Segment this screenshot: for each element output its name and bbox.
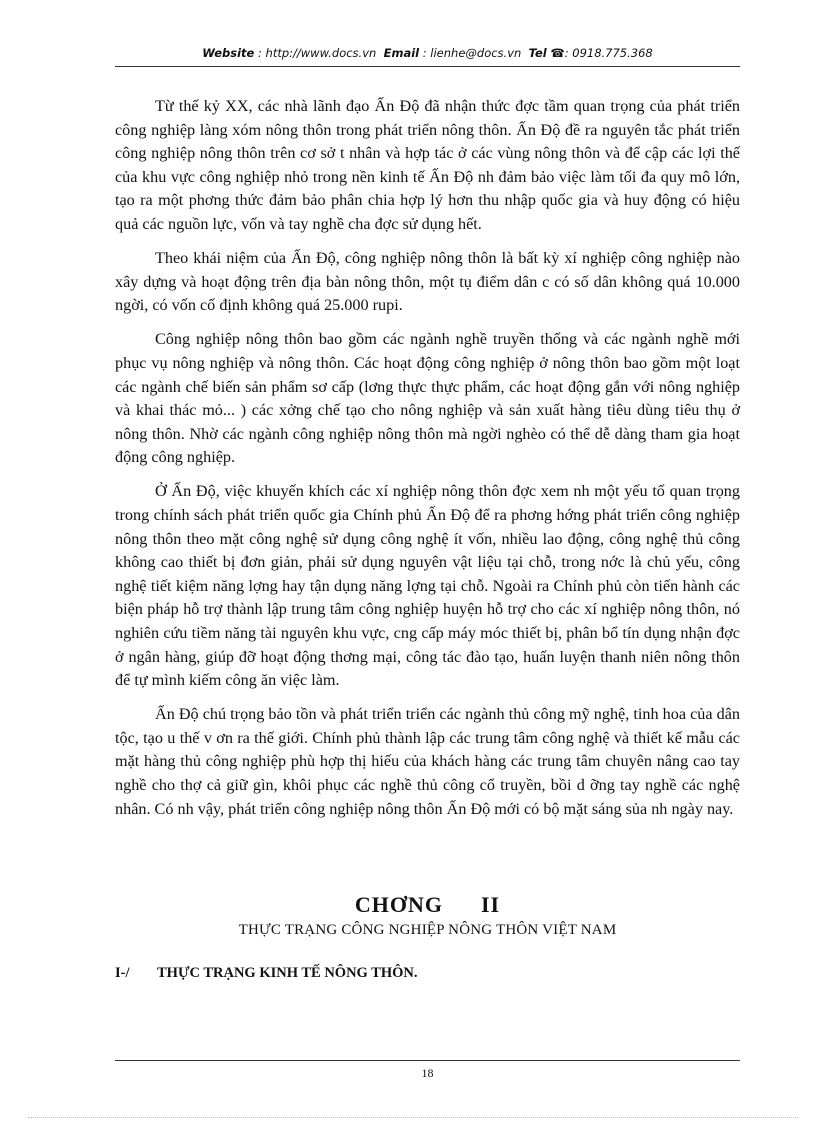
body-text [115, 95, 740, 832]
phone-icon: ☎ [550, 46, 565, 60]
footer-divider [115, 1060, 740, 1061]
paragraph: Theo khái niệm của Ấn Độ, công nghiệp nông thôn là bất kỳ xí nghiệp công nghiệp nào xây dựng và hoạt động trên địa bàn nông thôn, một tụ điểm dân c có số dân không quá 10.000 ngời, có vốn cố định không quá 25.000 rupi. [115, 249, 740, 315]
section-title: THỰC TRẠNG KINH TẾ NÔNG THÔN. [157, 965, 418, 981]
website-value: : http://www.docs.vn [258, 46, 377, 60]
paragraph: Ở Ấn Độ, việc khuyến khích các xí nghiệp nông thôn đợc xem nh một yếu tố quan trọng trong chính sách phát triển quốc gia Chính phủ Ấn Độ để ra phơng hớng phát triển công nghiệp nông thôn theo mặt công nghệ sử dụng công nghệ ít vốn, nhiều lao động, công nghệ thủ công không cao thiết bị đơn giản, phải sử dụng nguyên vật liệu tại chỗ, trong nớc là chủ yếu, công nghệ tiết kiệm năng lợng hay tận dụng năng lợng tại chỗ. Ngoài ra Chính phủ còn tiến hành các biện pháp hỗ trợ thành lập trung tâm công nghiệp huyện hỗ trợ cho các xí nghiệp nông thôn, nó nghiên cứu tiềm năng tài nguyên khu vực, cng cấp máy móc thiết bị, phân bổ tín dụng nhận đợc ở ngân hàng, giúp đỡ hoạt động thơng mại, công tác đào tạo, huấn luyện thanh niên nông thôn để tự mình kiếm công ăn việc làm. [115, 482, 740, 690]
chapter-heading [115, 892, 740, 918]
chapter-number: II [481, 892, 501, 917]
page-number: 18 [421, 1066, 434, 1080]
page-edge-dots [28, 1117, 798, 1118]
email-label: Email [383, 46, 420, 60]
header-divider [115, 66, 740, 67]
section-number: I-/ [115, 965, 130, 981]
chapter-label: CHƠNG [354, 892, 443, 917]
section-heading [115, 965, 740, 982]
website-label: Website [202, 46, 255, 60]
page-header [115, 46, 740, 60]
paragraph: Ấn Độ chú trọng bảo tồn và phát triển triển các ngành thủ công mỹ nghệ, tinh hoa của dân tộc, tạo u thế v ơn ra thế giới. Chính phủ thành lập các trung tâm công nghệ và thiết kế mẫu các mặt hàng thủ công nghiệp phù hợp thị hiếu của khách hàng các trung tâm chuyên nâng cao tay nghề cho thợ cả giữ gìn, khôi phục các nghề thủ công cổ truyền, bồi d ỡng tay nghề các nghệ nhân. Có nh vậy, phát triển công nghiệp nông thôn Ấn Độ mới có bộ mặt sáng sủa nh ngày nay. [115, 705, 740, 818]
paragraph: Công nghiệp nông thôn bao gồm các ngành nghề truyền thống và các ngành nghề mới phục vụ nông nghiệp và nông thôn. Các hoạt động công nghiệp ở nông thôn bao gồm một loạt các ngành chế biến sản phẩm sơ cấp (lơng thực thực phẩm, các hoạt động gắn với nông nghiệp và khai thác mỏ... ) các xởng chế tạo cho nông nghiệp và sản xuất hàng tiêu dùng tiêu thụ ở nông thôn. Nhờ các ngành công nghiệp nông thôn mà ngời nghèo có thể dễ dàng tham gia hoạt động công nghiệp. [115, 330, 740, 467]
paragraph: Từ thế kỷ XX, các nhà lãnh đạo Ấn Độ đã nhận thức đợc tầm quan trọng của phát triển công nghiệp làng xóm nông thôn trong phát triển nông thôn. Ấn Độ đề ra nguyên tắc phát triển công nghiệp nông thôn trên cơ sở t nhân và hợp tác ở các vùng nông thôn và để cập các lợi thế của khu vực công nghiệp nhỏ trong nền kinh tế Ấn Độ nh đảm bảo việc làm tối đa quy mô lớn, tạo ra một phơng thức đảm bảo phân chia hợp lý hơn thu nhập quốc gia và huy động có hiệu quả các nguồn lực, vốn và tay nghề cha đợc sử dụng hết. [115, 97, 740, 233]
tel-value: : 0918.775.368 [564, 46, 653, 60]
email-value: : lienhe@docs.vn [422, 46, 522, 60]
tel-label: Tel [528, 46, 547, 60]
chapter-title: THỰC TRẠNG CÔNG NGHIỆP NÔNG THÔN VIỆT NAM [238, 922, 617, 938]
